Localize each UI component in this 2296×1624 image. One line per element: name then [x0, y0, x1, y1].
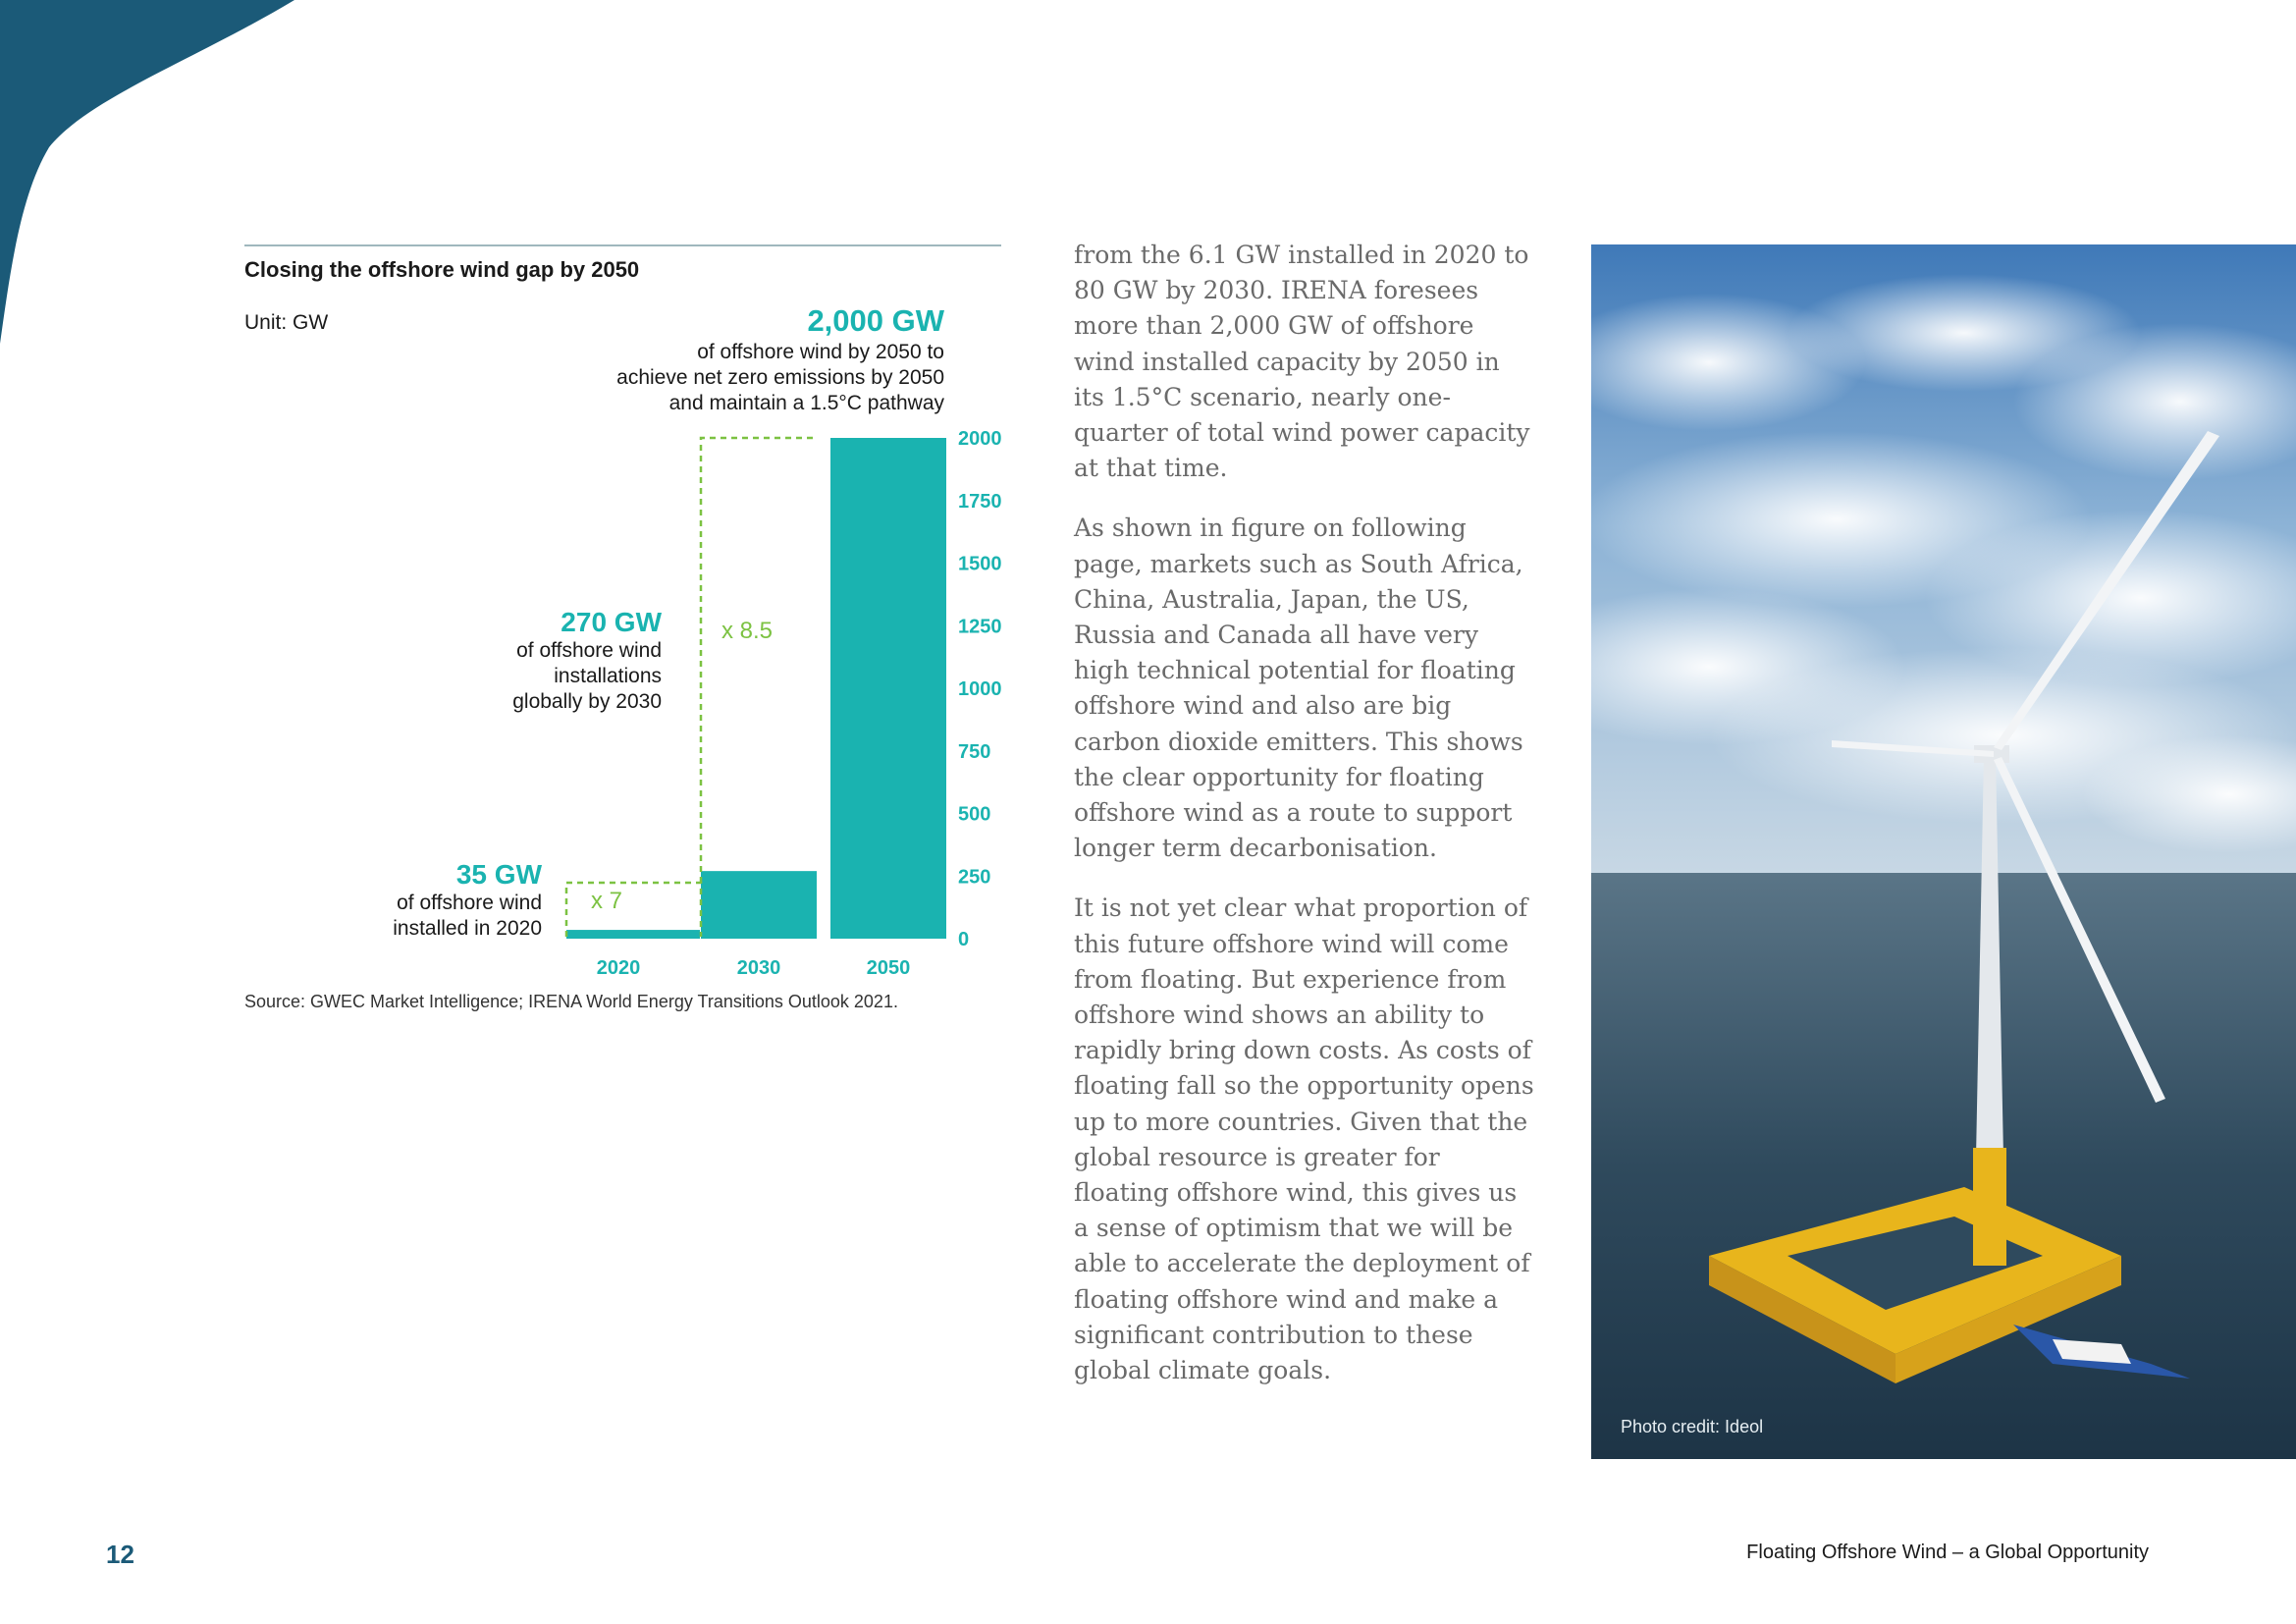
wind-turbine-photo [1591, 244, 2296, 1459]
multiplier-x7: x 7 [591, 888, 623, 914]
chart-title: Closing the offshore wind gap by 2050 [244, 257, 640, 282]
y-tick-500: 500 [958, 803, 991, 826]
annotation-2020-value: 35 GW [455, 859, 542, 890]
offshore-wind-chart [236, 295, 1021, 1001]
chart-top-rule [244, 244, 1001, 246]
footer-title: Floating Offshore Wind – a Global Opportunity [1746, 1542, 2149, 1563]
paragraph-3: It is not yet clear what proportion of this future offshore wind will come from floating. But experience from offshore wind shows an ability to rapidly bring down costs. As costs of floating fall so the opportunity opens up to more countries. Given that the global resource is greater for floating offshore wind, this gives us a sense of optimism that we will be able to accelerate the deployment of floating offshore wind and make a significant contribution to these global climate goals. [1074, 893, 1534, 1385]
y-tick-1750: 1750 [958, 490, 1002, 513]
dashed-connector-2030-2050 [701, 438, 815, 883]
unit-label: Unit: GW [244, 311, 329, 334]
annotation-2050-line1: of offshore wind by 2050 to [697, 341, 944, 363]
annotation-2050-line2: achieve net zero emissions by 2050 [616, 366, 944, 389]
page-number: 12 [106, 1540, 134, 1569]
bar-2030 [701, 871, 817, 939]
y-tick-0: 0 [958, 929, 970, 950]
y-tick-750: 750 [958, 740, 991, 763]
y-tick-1500: 1500 [958, 553, 1002, 575]
annotation-2030-value: 270 GW [561, 607, 662, 637]
annotation-2050-line3: and maintain a 1.5°C pathway [668, 392, 944, 414]
y-tick-1250: 1250 [958, 616, 1002, 638]
x-label-2020: 2020 [596, 957, 641, 979]
y-tick-1000: 1000 [958, 678, 1002, 700]
annotation-2020-line2: installed in 2020 [393, 917, 542, 940]
x-label-2050: 2050 [866, 957, 911, 979]
bar-2050 [830, 438, 946, 939]
bar-2020 [566, 930, 700, 939]
paragraph-2: As shown in figure on following page, markets such as South Africa, China, Australia, Japan, the US, Russia and Canada all have very high technical potential for floating offshore wind and also are big carbon dioxide emitters. This shows the clear opportunity for floating offshore wind as a route to support longer term decarbonisation. [1074, 514, 1523, 863]
y-tick-250: 250 [958, 866, 991, 889]
x-label-2030: 2030 [736, 957, 781, 979]
annotation-2020-line1: of offshore wind [397, 892, 542, 914]
y-tick-2000: 2000 [958, 428, 1002, 450]
annotation-2030-line2: installations [554, 665, 662, 687]
dashed-connector-2020-2030 [566, 883, 701, 937]
body-text-column [1074, 238, 1535, 1413]
chart-source: Source: GWEC Market Intelligence; IRENA World Energy Transitions Outlook 2021. [244, 992, 898, 1011]
paragraph-1: from the 6.1 GW installed in 2020 to 80 GW by 2030. IRENA foresees more than 2,000 GW of offshore wind installed capacity by 2050 in its 1.5°C scenario, nearly one-quarter of total wind power capacity at that time. [1074, 241, 1530, 483]
annotation-2030-line3: globally by 2030 [512, 690, 662, 713]
multiplier-x8-5: x 8.5 [721, 618, 774, 644]
annotation-2030-line1: of offshore wind [516, 639, 662, 662]
annotation-2050-value: 2,000 GW [807, 303, 944, 338]
photo-credit: Photo credit: Ideol [1621, 1417, 1764, 1436]
